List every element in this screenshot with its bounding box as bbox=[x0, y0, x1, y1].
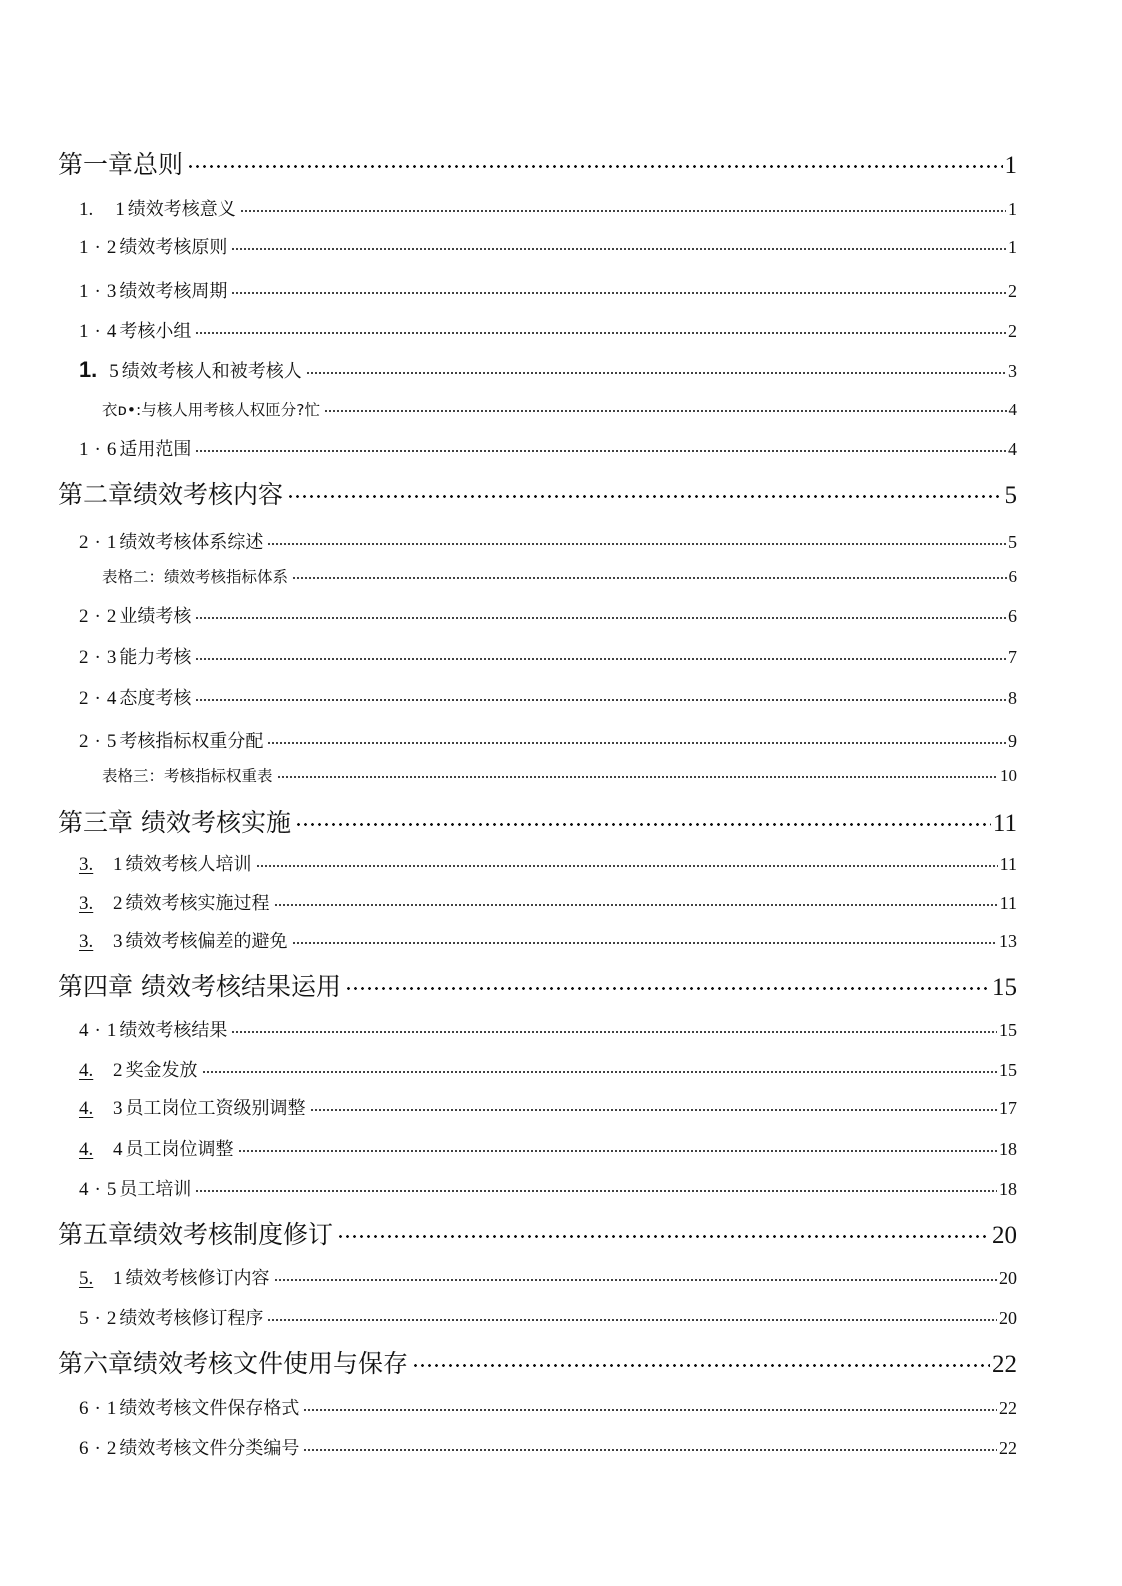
toc-entry-title: 绩效考核实施过程 bbox=[125, 893, 270, 914]
subsection-number: 2 bbox=[113, 893, 123, 914]
toc-table-entry[interactable] bbox=[102, 764, 1017, 786]
toc-entry-label bbox=[102, 764, 273, 786]
toc-entry-label bbox=[79, 1394, 299, 1420]
page-number: 13 bbox=[999, 931, 1017, 951]
toc-chapter-entry[interactable] bbox=[58, 1344, 1017, 1380]
page-number: 9 bbox=[1008, 731, 1017, 751]
toc-chapter-entry[interactable] bbox=[58, 803, 1017, 839]
dot-leader bbox=[195, 644, 1006, 663]
toc-section-entry[interactable] bbox=[79, 850, 1017, 876]
toc-chapter-entry[interactable] bbox=[58, 145, 1017, 181]
section-number-separator: · bbox=[94, 1020, 101, 1041]
page-number: 11 bbox=[999, 854, 1017, 874]
subsection-number: 3 bbox=[113, 931, 123, 952]
toc-entry-label bbox=[79, 357, 302, 383]
dot-leader bbox=[337, 1217, 990, 1243]
toc-section-entry[interactable] bbox=[79, 684, 1017, 710]
dot-leader bbox=[195, 436, 1006, 455]
page-number: 10 bbox=[1000, 766, 1017, 785]
toc-section-entry[interactable] bbox=[79, 1264, 1017, 1290]
page-number: 15 bbox=[992, 974, 1017, 1001]
toc-section-entry[interactable] bbox=[79, 233, 1017, 259]
dot-leader bbox=[195, 318, 1006, 337]
page-number: 17 bbox=[999, 1098, 1017, 1118]
section-number-separator: · bbox=[94, 281, 101, 302]
subsection-number: 6 bbox=[106, 439, 117, 460]
page-number: 11 bbox=[992, 810, 1017, 837]
section-number: 5. bbox=[79, 1268, 94, 1289]
toc-table-entry[interactable] bbox=[102, 398, 1017, 420]
toc-entry-label bbox=[79, 684, 191, 710]
section-number: 2 bbox=[79, 606, 89, 627]
section-number: 4 bbox=[79, 1020, 89, 1041]
toc-entry-label bbox=[102, 565, 288, 587]
section-number: 1 bbox=[79, 321, 89, 342]
page-number: 4 bbox=[1008, 439, 1017, 459]
page-number: 22 bbox=[999, 1398, 1017, 1418]
page-number: 22 bbox=[992, 1351, 1017, 1378]
toc-section-entry[interactable] bbox=[79, 1056, 1017, 1082]
section-number-separator: · bbox=[94, 1179, 101, 1200]
toc-section-entry[interactable] bbox=[79, 889, 1017, 915]
subsection-number: 4 bbox=[106, 321, 117, 342]
section-number: 4. bbox=[79, 1139, 94, 1160]
page-number: 6 bbox=[1008, 606, 1017, 626]
section-number: 2 bbox=[79, 731, 89, 752]
subsection-number: 5 bbox=[106, 1179, 117, 1200]
toc-section-entry[interactable] bbox=[79, 927, 1017, 953]
page-number: 1 bbox=[1004, 152, 1017, 179]
page-number: 2 bbox=[1008, 281, 1017, 301]
section-number: 1 bbox=[79, 237, 89, 258]
section-number: 4. bbox=[79, 1060, 94, 1081]
toc-entry-label bbox=[79, 1094, 306, 1120]
toc-entry-label bbox=[79, 317, 191, 343]
toc-entry-title: 员工培训 bbox=[119, 1179, 192, 1200]
toc-section-entry[interactable] bbox=[79, 1016, 1017, 1042]
toc-section-entry[interactable] bbox=[79, 1394, 1017, 1420]
page-number: 15 bbox=[999, 1060, 1017, 1080]
section-number: 4 bbox=[79, 1179, 89, 1200]
page-number: 15 bbox=[999, 1020, 1017, 1040]
dot-leader bbox=[231, 1017, 997, 1036]
page-number: 22 bbox=[999, 1438, 1017, 1458]
dot-leader bbox=[310, 1095, 998, 1114]
dot-leader bbox=[303, 1435, 997, 1454]
toc-entry-label bbox=[102, 398, 320, 420]
toc-entry-title: 态度考核 bbox=[119, 688, 192, 709]
section-number: 1 bbox=[79, 439, 89, 460]
toc-table-entry[interactable] bbox=[102, 565, 1017, 587]
toc-entry-title: 适用范围 bbox=[119, 439, 192, 460]
toc-entry-label bbox=[79, 1304, 263, 1330]
toc-entry-title: 绩效考核结果 bbox=[119, 1020, 228, 1041]
toc-entry-label bbox=[79, 1434, 299, 1460]
toc-entry-label bbox=[58, 1215, 333, 1251]
page-number: 20 bbox=[992, 1222, 1017, 1249]
toc-section-entry[interactable] bbox=[79, 727, 1017, 753]
toc-entry-title: 第六章绩效考核文件使用与保存 bbox=[58, 1349, 409, 1378]
dot-leader bbox=[231, 278, 1006, 297]
dot-leader bbox=[412, 1346, 990, 1372]
toc-entry-label bbox=[79, 602, 191, 628]
dot-leader bbox=[267, 728, 1006, 747]
subsection-number: 2 bbox=[106, 1308, 117, 1329]
toc-entry-label bbox=[79, 1175, 191, 1201]
toc-entry-title: 绩效考核文件分类编号 bbox=[119, 1438, 300, 1459]
section-number-separator: · bbox=[94, 688, 101, 709]
section-number: 6 bbox=[79, 1398, 89, 1419]
toc-entry-title: 绩效考核修订内容 bbox=[125, 1268, 270, 1289]
toc-entry-title: 绩效考核文件保存格式 bbox=[119, 1398, 300, 1419]
toc-entry-title: 绩效考核原则 bbox=[119, 237, 228, 258]
section-number: 5 bbox=[79, 1308, 89, 1329]
dot-leader bbox=[195, 1176, 997, 1195]
toc-entry-label bbox=[79, 643, 191, 669]
section-number-separator: · bbox=[94, 439, 101, 460]
toc-entry-label bbox=[58, 145, 183, 181]
toc-entry-label bbox=[58, 475, 283, 511]
section-number: 1. bbox=[79, 199, 94, 220]
dot-leader bbox=[345, 969, 990, 995]
dot-leader bbox=[274, 1265, 998, 1284]
toc-section-entry[interactable] bbox=[79, 435, 1017, 461]
toc-chapter-entry[interactable] bbox=[58, 475, 1017, 511]
section-number: 1. bbox=[79, 357, 98, 382]
dot-leader bbox=[287, 477, 1002, 503]
toc-entry-label bbox=[79, 528, 263, 554]
toc-entry-label bbox=[79, 1056, 198, 1082]
toc-entry-label bbox=[79, 1135, 234, 1161]
subsection-number: 2 bbox=[106, 1438, 117, 1459]
dot-leader bbox=[187, 147, 1002, 173]
page-number: 7 bbox=[1008, 647, 1017, 667]
section-number: 3. bbox=[79, 893, 94, 914]
toc-chapter-entry[interactable] bbox=[58, 967, 1017, 1003]
toc-entry-title: 考核小组 bbox=[119, 321, 192, 342]
page-number: 1 bbox=[1008, 237, 1017, 257]
subsection-number: 1 bbox=[115, 199, 125, 220]
subsection-number: 4 bbox=[113, 1139, 123, 1160]
page-number: 18 bbox=[999, 1179, 1017, 1199]
subsection-number: 3 bbox=[113, 1098, 123, 1119]
section-number: 2 bbox=[79, 647, 89, 668]
subsection-number: 4 bbox=[106, 688, 117, 709]
toc-entry-title: 员工岗位工资级别调整 bbox=[125, 1098, 306, 1119]
toc-entry-label bbox=[58, 803, 291, 839]
page-number: 5 bbox=[1004, 482, 1017, 509]
toc-section-entry[interactable] bbox=[79, 602, 1017, 628]
dot-leader bbox=[195, 685, 1006, 704]
subsection-number: 2 bbox=[113, 1060, 123, 1081]
toc-entry-label bbox=[79, 435, 191, 461]
toc-entry-label bbox=[58, 967, 341, 1003]
toc-section-entry[interactable] bbox=[79, 1434, 1017, 1460]
dot-leader bbox=[256, 851, 998, 870]
dot-leader bbox=[195, 603, 1006, 622]
toc-entry-title: 表格二：绩效考核指标体系 bbox=[102, 568, 289, 586]
subsection-number: 2 bbox=[106, 237, 117, 258]
subsection-number: 1 bbox=[113, 854, 123, 875]
page-number: 3 bbox=[1008, 361, 1017, 381]
subsection-number: 5 bbox=[109, 361, 119, 382]
subsection-number: 1 bbox=[113, 1268, 123, 1289]
subsection-number: 2 bbox=[106, 606, 117, 627]
page-number: 4 bbox=[1008, 400, 1017, 419]
subsection-number: 1 bbox=[106, 532, 117, 553]
toc-chapter-entry[interactable] bbox=[58, 1215, 1017, 1251]
section-number-separator: · bbox=[94, 731, 101, 752]
toc-entry-label bbox=[79, 233, 227, 259]
toc-entry-title: 第四章 绩效考核结果运用 bbox=[58, 972, 341, 1001]
section-number: 1 bbox=[79, 281, 89, 302]
section-number-separator: · bbox=[94, 1438, 101, 1459]
toc-entry-title: 绩效考核周期 bbox=[119, 281, 228, 302]
toc-entry-label bbox=[79, 927, 288, 953]
dot-leader bbox=[274, 890, 998, 909]
toc-entry-title: 绩效考核人培训 bbox=[125, 854, 252, 875]
page-number: 11 bbox=[999, 893, 1017, 913]
toc-entry-title: 能力考核 bbox=[119, 647, 192, 668]
toc-section-entry[interactable] bbox=[79, 643, 1017, 669]
dot-leader bbox=[306, 358, 1006, 377]
toc-entry-title: 绩效考核体系综述 bbox=[119, 532, 264, 553]
section-number: 2 bbox=[79, 532, 89, 553]
toc-entry-label bbox=[79, 195, 236, 221]
section-number: 2 bbox=[79, 688, 89, 709]
toc-section-entry[interactable] bbox=[79, 195, 1017, 221]
page-number: 20 bbox=[999, 1268, 1017, 1288]
dot-leader bbox=[267, 529, 1006, 548]
section-number-separator: · bbox=[94, 1398, 101, 1419]
toc-entry-label bbox=[79, 727, 263, 753]
dot-leader bbox=[202, 1057, 998, 1076]
toc-entry-title: 绩效考核人和被考核人 bbox=[121, 361, 302, 382]
toc-entry-title: 第一章总则 bbox=[58, 150, 184, 179]
subsection-number: 3 bbox=[106, 647, 117, 668]
toc-entry-title: 员工岗位调整 bbox=[125, 1139, 234, 1160]
toc-section-entry[interactable] bbox=[79, 1304, 1017, 1330]
toc-entry-label bbox=[79, 889, 270, 915]
dot-leader bbox=[324, 399, 1007, 415]
subsection-number: 1 bbox=[106, 1020, 117, 1041]
dot-leader bbox=[240, 196, 1006, 215]
page-number: 6 bbox=[1008, 567, 1017, 586]
toc-section-entry[interactable] bbox=[79, 1175, 1017, 1201]
toc-section-entry[interactable] bbox=[79, 528, 1017, 554]
toc-entry-title: 奖金发放 bbox=[125, 1060, 198, 1081]
section-number: 3. bbox=[79, 931, 94, 952]
dot-leader bbox=[238, 1136, 998, 1155]
section-number-separator: · bbox=[94, 532, 101, 553]
page-number: 2 bbox=[1008, 321, 1017, 341]
toc-entry-label bbox=[79, 1016, 227, 1042]
dot-leader bbox=[292, 928, 998, 947]
section-number: 6 bbox=[79, 1438, 89, 1459]
toc-entry-title: 业绩考核 bbox=[119, 606, 192, 627]
section-number: 3. bbox=[79, 854, 94, 875]
dot-leader bbox=[277, 765, 998, 781]
toc-entry-title: 表格三：考核指标权重表 bbox=[102, 767, 273, 785]
toc-entry-title: 绩效考核偏差的避免 bbox=[125, 931, 288, 952]
toc-section-entry[interactable] bbox=[79, 277, 1017, 303]
toc-entry-title: 第五章绩效考核制度修订 bbox=[58, 1220, 334, 1249]
page-number: 8 bbox=[1008, 688, 1017, 708]
dot-leader bbox=[303, 1395, 997, 1414]
toc-entry-title: 绩效考核修订程序 bbox=[119, 1308, 264, 1329]
subsection-number: 1 bbox=[106, 1398, 117, 1419]
toc-entry-label bbox=[79, 277, 227, 303]
section-number: 4. bbox=[79, 1098, 94, 1119]
toc-entry-title: 第二章绩效考核内容 bbox=[58, 480, 284, 509]
toc-section-entry[interactable] bbox=[79, 357, 1017, 383]
dot-leader bbox=[231, 234, 1006, 253]
toc-section-entry[interactable] bbox=[79, 1094, 1017, 1120]
section-number-separator: · bbox=[94, 321, 101, 342]
section-number-separator: · bbox=[94, 237, 101, 258]
page-number: 5 bbox=[1008, 532, 1017, 552]
page-number: 20 bbox=[999, 1308, 1017, 1328]
section-number-separator: · bbox=[94, 647, 101, 668]
toc-entry-title: 衣ᴅ•:与核人用考核人权匝分?忙 bbox=[102, 401, 320, 419]
page-number: 1 bbox=[1008, 199, 1017, 219]
toc-section-entry[interactable] bbox=[79, 317, 1017, 343]
dot-leader bbox=[267, 1305, 997, 1324]
toc-entry-label bbox=[79, 1264, 270, 1290]
page-number: 18 bbox=[999, 1139, 1017, 1159]
subsection-number: 3 bbox=[106, 281, 117, 302]
toc-entry-title: 第三章 绩效考核实施 bbox=[58, 808, 291, 837]
dot-leader bbox=[295, 805, 991, 831]
toc-entry-title: 绩效考核意义 bbox=[127, 199, 236, 220]
subsection-number: 5 bbox=[106, 731, 117, 752]
dot-leader bbox=[292, 566, 1006, 582]
toc-entry-title: 考核指标权重分配 bbox=[119, 731, 264, 752]
section-number-separator: · bbox=[94, 1308, 101, 1329]
toc-entry-label bbox=[79, 850, 252, 876]
section-number-separator: · bbox=[94, 606, 101, 627]
toc-entry-label bbox=[58, 1344, 408, 1380]
toc-section-entry[interactable] bbox=[79, 1135, 1017, 1161]
